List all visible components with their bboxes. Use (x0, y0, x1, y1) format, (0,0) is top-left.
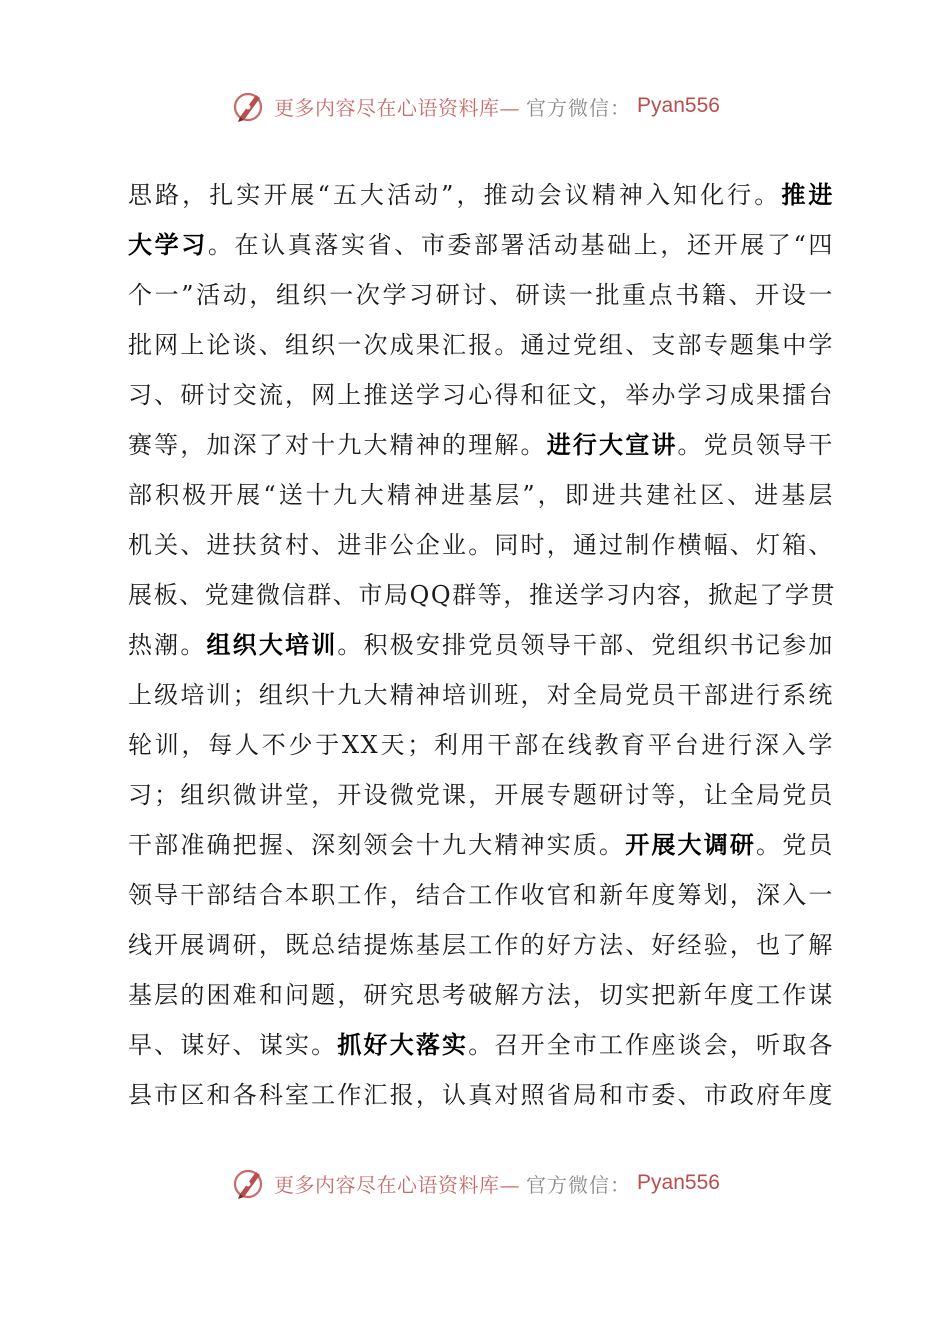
bold-heading-phrase: 推进 (781, 181, 834, 209)
text-segment: 。积极安排党员领导干部、党组织书记参加 (337, 631, 834, 659)
text-segment: 县市区和各科室工作汇报，认真对照省局和市委、市政府年度 (128, 1081, 834, 1109)
text-line (128, 520, 834, 570)
bold-heading-phrase: 组织大培训 (206, 631, 338, 659)
text-segment: 上级培训；组织十九大精神培训班，对全局党员干部进行系统 (128, 681, 834, 709)
text-line (128, 970, 834, 1020)
text-line (128, 670, 834, 720)
text-segment: 。召开全市工作座谈会，听取各 (468, 1031, 834, 1059)
text-segment: 思路，扎实开展“五大活动”，推动会议精神入知化行。 (128, 181, 782, 209)
footer-banner (0, 1161, 950, 1205)
text-segment: 。党员领导干 (677, 431, 834, 459)
pen-logo-icon (230, 87, 268, 125)
text-line (128, 770, 834, 820)
text-line (128, 820, 834, 870)
text-line (128, 320, 834, 370)
text-line (128, 170, 834, 220)
banner-label-text: 官方微信： (526, 95, 632, 120)
text-line (128, 270, 834, 320)
text-segment: 轮训，每人不少于XX天；利用干部在线教育平台进行深入学 (128, 731, 834, 759)
text-segment: 部积极开展“送十九大精神进基层”，即进共建社区、进基层 (128, 481, 834, 509)
text-line (128, 1070, 834, 1120)
bold-heading-phrase: 进行大宣讲 (546, 431, 678, 459)
text-segment: 展板、党建微信群、市局QQ群等，推送学习内容，掀起了学贯 (128, 581, 837, 609)
bold-heading-phrase: 抓好大落实 (337, 1031, 469, 1059)
text-segment: 干部准确把握、深刻领会十九大精神实质。 (128, 831, 626, 859)
text-segment: 赛等，加深了对十九大精神的理解。 (128, 431, 547, 459)
text-segment: 机关、进扶贫村、进非公企业。同时，通过制作横幅、灯箱、 (128, 531, 834, 559)
text-line (128, 620, 834, 670)
text-line (128, 870, 834, 920)
banner-main-text: 更多内容尽在心语资料库— (274, 95, 521, 120)
banner-wechat-id: Pyan556 (637, 94, 720, 117)
text-line (128, 470, 834, 520)
bold-heading-phrase: 大学习 (128, 231, 208, 259)
text-line (128, 370, 834, 420)
document-body (128, 170, 837, 1120)
header-banner (0, 84, 950, 128)
text-segment: 个一”活动，组织一次学习研讨、研读一批重点书籍、开设一 (128, 281, 834, 309)
text-segment: 。党员 (756, 831, 834, 859)
bold-heading-phrase: 开展大调研 (625, 831, 757, 859)
banner-wechat-id: Pyan556 (637, 1171, 720, 1194)
text-line (128, 570, 837, 620)
text-line (128, 1020, 834, 1070)
text-segment: 线开展调研，既总结提炼基层工作的好方法、好经验，也了解 (128, 931, 834, 959)
text-line (128, 720, 834, 770)
banner-label-text: 官方微信： (526, 1172, 632, 1197)
banner-main-text: 更多内容尽在心语资料库— (274, 1172, 521, 1197)
text-segment: 早、谋好、谋实。 (128, 1031, 338, 1059)
pen-logo-icon (230, 1164, 268, 1202)
text-segment: 批网上论谈、组织一次成果汇报。通过党组、支部专题集中学 (128, 331, 834, 359)
text-segment: 。在认真落实省、市委部署活动基础上，还开展了“四 (207, 231, 834, 259)
text-segment: 领导干部结合本职工作，结合工作收官和新年度筹划，深入一 (128, 881, 834, 909)
text-segment: 基层的困难和问题，研究思考破解方法，切实把新年度工作谋 (128, 981, 834, 1009)
text-line (128, 920, 834, 970)
text-segment: 习、研讨交流，网上推送学习心得和征文，举办学习成果擂台 (128, 381, 834, 409)
text-line (128, 420, 834, 470)
text-segment: 习；组织微讲堂，开设微党课，开展专题研讨等，让全局党员 (128, 781, 834, 809)
text-segment: 热潮。 (128, 631, 207, 659)
text-line (128, 220, 834, 270)
